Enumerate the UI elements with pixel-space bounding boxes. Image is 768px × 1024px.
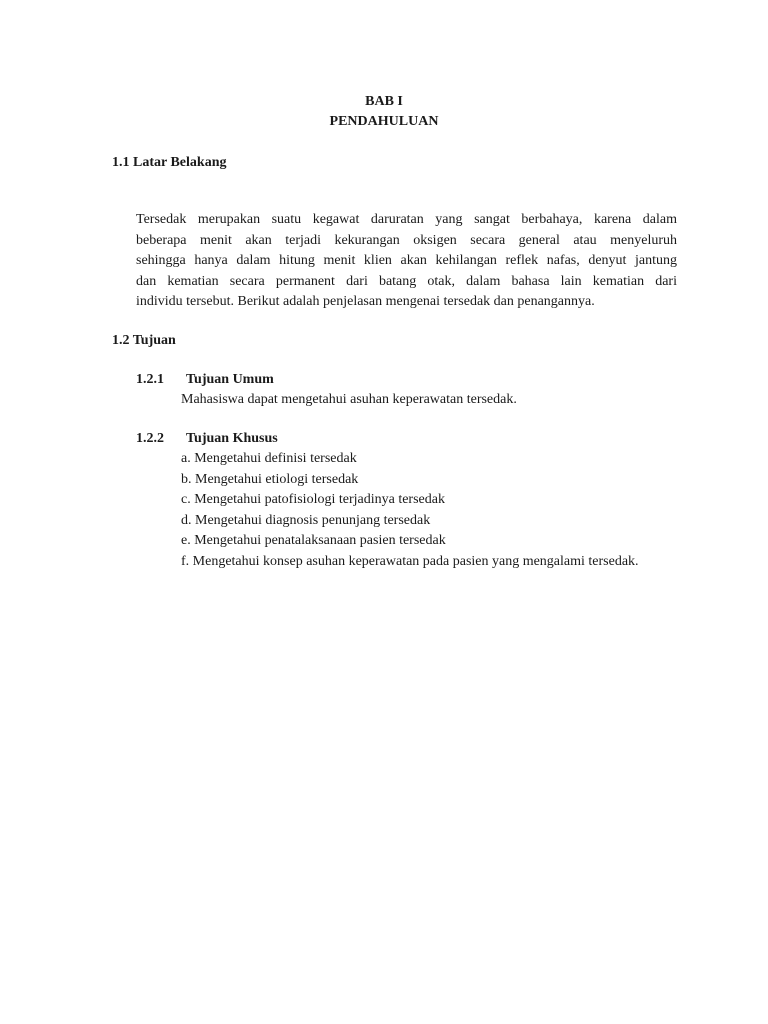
section-heading-tujuan: 1.2 Tujuan [112, 333, 176, 348]
list-item: b. Mengetahui etiologi tersedak [181, 471, 359, 487]
paragraph-line: Tersedak merupakan suatu kegawat daruratan yang sangat berbahaya, karena dalam [136, 212, 677, 227]
paragraph-line: beberapa menit akan terjadi kekurangan oksigen secara general atau menyeluruh [136, 232, 677, 248]
list-item: e. Mengetahui penatalaksanaan pasien tersedak [181, 533, 446, 549]
subsection-title-khusus: Tujuan Khusus [186, 431, 278, 446]
general-objective-text: Mahasiswa dapat mengetahui asuhan keperawatan tersedak. [181, 392, 517, 407]
subsection-number-khusus: 1.2.2 [136, 431, 164, 446]
subsection-number-umum: 1.2.1 [136, 372, 164, 387]
paragraph-line: sehingga hanya dalam hitung menit klien akan kehilangan reflek nafas, denyut jantung [136, 253, 677, 268]
background-paragraph [136, 210, 677, 313]
specific-objectives-list [181, 449, 639, 573]
paragraph-line: individu tersebut. Berikut adalah penjelasan mengenai tersedak dan penangannya. [136, 294, 595, 309]
subsection-title-umum: Tujuan Umum [186, 372, 274, 387]
list-item: f. Mengetahui konsep asuhan keperawatan pada pasien yang mengalami tersedak. [181, 553, 639, 569]
section-heading-latar-belakang: 1.1 Latar Belakang [112, 155, 227, 170]
chapter-title: PENDAHULUAN [329, 114, 439, 129]
paragraph-line: dan kematian secara permanent dari batang otak, dalam bahasa lain kematian dari [136, 273, 677, 289]
list-item: c. Mengetahui patofisiologi terjadinya tersedak [181, 492, 445, 508]
list-item: d. Mengetahui diagnosis penunjang tersedak [181, 512, 431, 528]
chapter-label: BAB I [365, 94, 403, 109]
list-item: a. Mengetahui definisi tersedak [181, 451, 357, 466]
